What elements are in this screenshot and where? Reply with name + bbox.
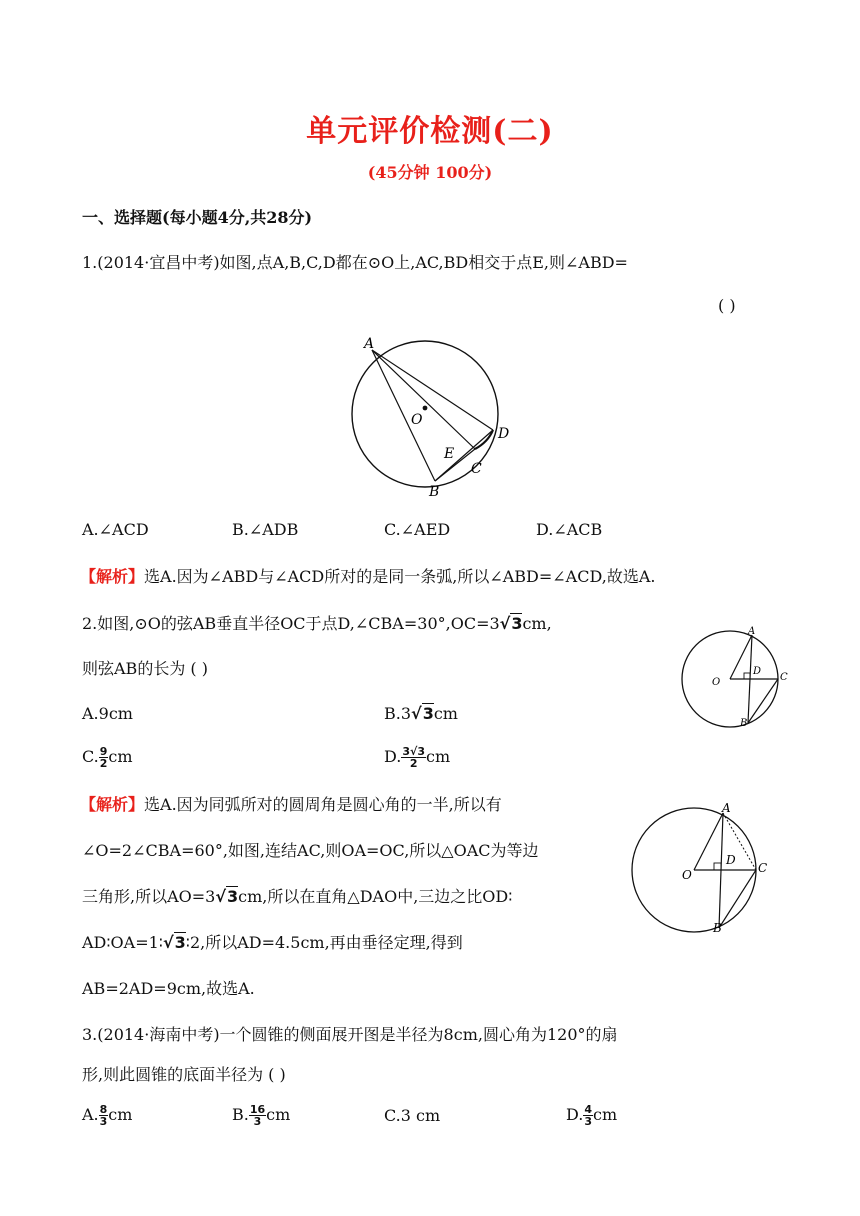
q1-figure bbox=[340, 330, 520, 500]
q1-stem: 1.(2014·宜昌中考)如图,点A,B,C,D都在⊙O上,AC,BD相交于点E,则∠ABD= bbox=[82, 253, 628, 272]
q1-analysis-tag: 【解析】 bbox=[80, 567, 145, 586]
q1-label-d: D bbox=[498, 426, 510, 442]
q2-analysis-line4: AD∶OA=1∶√3∶2,所以AD=4.5cm,再由垂径定理,得到 bbox=[82, 933, 463, 952]
q3-option-a: A. $\frac{8}{3}$ cm bbox=[82, 1103, 133, 1128]
q2a-label-a: A bbox=[722, 801, 731, 815]
q2-label-c: C bbox=[780, 672, 788, 683]
q2-stem-sqrt: √3 bbox=[499, 614, 523, 633]
q2-label-a: A bbox=[748, 626, 756, 637]
q2-figure bbox=[668, 622, 788, 732]
q1-option-a: A.∠ACD bbox=[82, 520, 149, 539]
q2-option-d: D. $\frac{3√3}{2}$ cm bbox=[384, 745, 451, 770]
q2-label-d: D bbox=[753, 666, 762, 677]
q1-answer-paren: ( ) bbox=[718, 296, 736, 315]
q2-analysis-line1: 【解析】选A.因为同弧所对的圆周角是圆心角的一半,所以有 bbox=[80, 795, 502, 814]
q2-analysis-figure bbox=[610, 800, 775, 940]
q3-stem-line1: 3.(2014·海南中考)一个圆锥的侧面展开图是半径为8cm,圆心角为120°的扇 bbox=[82, 1025, 618, 1044]
q2-option-a: A.9cm bbox=[82, 704, 133, 723]
q1-option-c: C.∠AED bbox=[384, 520, 451, 539]
q2a-label-c: C bbox=[758, 861, 768, 875]
section-heading: 一、选择题(每小题4分,共28分) bbox=[82, 208, 313, 227]
q1-label-b: B bbox=[429, 484, 440, 500]
q3-option-b: B. $\frac{16}{3}$ cm bbox=[232, 1103, 291, 1128]
q1-label-e: E bbox=[444, 446, 455, 462]
q2-analysis-line2: ∠O=2∠CBA=60°,如图,连结AC,则OA=OC,所以△OAC为等边 bbox=[82, 841, 539, 860]
q2-analysis-tag: 【解析】 bbox=[80, 795, 145, 814]
q2a-label-b: B bbox=[713, 921, 722, 935]
q2-option-b: B.3√3cm bbox=[384, 704, 458, 723]
q1-label-o: O bbox=[411, 412, 423, 428]
q3-option-c: C.3 cm bbox=[384, 1106, 441, 1125]
q2a-label-d: D bbox=[726, 853, 736, 867]
q1-label-c: C bbox=[471, 461, 482, 477]
q2-stem bbox=[82, 611, 552, 634]
q1-option-d: D.∠ACB bbox=[536, 520, 603, 539]
q3-stem-line2: 形,则此圆锥的底面半径为 ( ) bbox=[82, 1065, 286, 1084]
q2-stem-pre: 2.如图,⊙O的弦AB垂直半径OC于点D,∠CBA=30°,OC=3 bbox=[82, 614, 500, 633]
q2-analysis-line5: AB=2AD=9cm,故选A. bbox=[82, 979, 255, 998]
page-subtitle: (45分钟 100分) bbox=[367, 163, 493, 182]
q1-label-a: A bbox=[364, 336, 375, 352]
q2-stem-post: cm, bbox=[522, 614, 552, 633]
q1-analysis bbox=[80, 564, 655, 587]
q1-analysis-text: 选A.因为∠ABD与∠ACD所对的是同一条弧,所以∠ABD=∠ACD,故选A. bbox=[144, 567, 656, 586]
page-title: 单元评价检测(二) bbox=[306, 114, 554, 149]
q1-option-b: B.∠ADB bbox=[232, 520, 299, 539]
q2-stem-line2: 则弦AB的长为 ( ) bbox=[82, 659, 208, 678]
q2-analysis-line3: 三角形,所以AO=3√3cm,所以在直角△DAO中,三边之比OD∶ bbox=[82, 887, 513, 906]
q2a-label-o: O bbox=[682, 868, 692, 882]
q2-label-b: B bbox=[740, 718, 748, 729]
q2-option-c: C. $\frac{9}{2}$ cm bbox=[82, 745, 133, 770]
q2-label-o: O bbox=[712, 677, 721, 688]
q3-option-d: D. $\frac{4}{3}$ cm bbox=[566, 1103, 618, 1128]
